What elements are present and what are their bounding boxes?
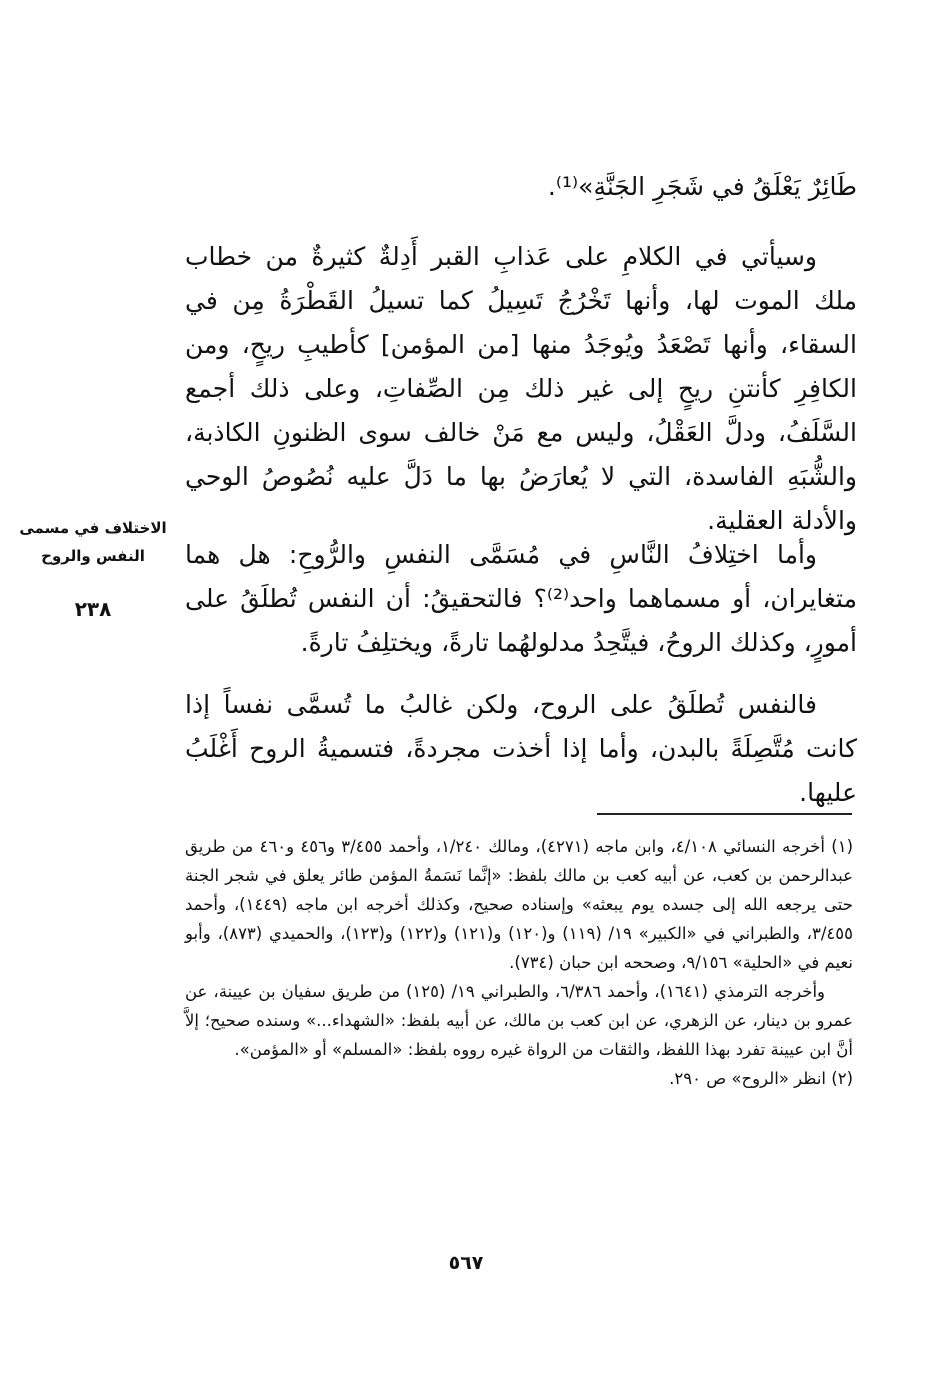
page-number: ٥٦٧ (448, 1252, 484, 1274)
footnote-1-continuation: وأخرجه الترمذي (١٦٤١)، وأحمد ٦/٣٨٦، والطبراني ١٩/ (١٢٥) من طريق سفيان بن عيينة، عن عمرو بن دينار، عن الزهري، عن ابن كعب بن مالك، عن أبيه بلفظ: «الشهداء...» وسنده صحيح؛ إلاَّ أنَّ ابن عيينة تفرد بهذا اللفظ، والثقات من الرواة غيره رووه بلفظ: «المسلم» أو «المؤمن». (185, 982, 853, 1059)
margin-heading-line-2: النفس والروح (41, 547, 145, 565)
footnote-separator (597, 813, 852, 815)
footnotes (185, 832, 853, 1093)
margin-heading-line-1: الاختلاف في مسمى (19, 519, 167, 537)
footnote-1: (١) أخرجه النسائي ٤/١٠٨، وابن ماجه (٤٢٧١)، ومالك ١/٢٤٠، وأحمد ٣/٤٥٥ و٤٥٦ و٤٦٠ من طريق عبدالرحمن بن كعب، عن أبيه كعب بن مالك بلفظ: «إنَّما نَسَمةُ المؤمن طائر يعلق في شجر الجنة حتى يرجعه الله إلى جسده يوم يبعثه» وإسناده صحيح، وكذلك أخرجه ابن ماجه (١٤٤٩)، وأحمد ٣/٤٥٥، والطبراني في «الكبير» ١٩/ (١١٩) و(١٢٠) و(١٢١) و(١٢٢) و(١٢٣)، والحميدي (٨٧٣)، وأبو نعيم في «الحلية» ٩/١٥٦، وصححه ابن حبان (٧٣٤). (185, 837, 854, 972)
margin-section-number: ٢٣٨ (74, 597, 112, 621)
opening-line: طَائِرٌ يَعْلَقُ في شَجَرِ الجَنَّةِ»⁽¹⁾. (547, 172, 857, 201)
paragraph-3: فالنفس تُطلَقُ على الروح، ولكن غالبُ ما تُسمَّى نفساً إذا كانت مُتَّصِلَةً بالبدن، وأما إذا أخذت مجردةً، فتسميةُ الروح أَغْلَبُ عليها. (185, 690, 857, 807)
margin-heading (18, 514, 168, 570)
paragraph-1: وسيأتي في الكلامِ على عَذابِ القبر أَدِلةٌ كثيرةٌ من خطاب ملك الموت لها، وأنها تَخْرُجُ تَسِيلُ كما تسيلُ القَطْرَةُ مِن في السقاء، وأنها تَصْعَدُ ويُوجَدُ منها [من المؤمن] كأطيبِ ريحٍ، ومن الكافِرِ كأنتنِ ريحٍ إلى غير ذلك مِن الصِّفاتِ، وعلى ذلك أجمع السَّلَفُ، ودلَّ العَقْلُ، وليس مع مَنْ خالف سوى الظنونِ الكاذبة، والشُّبَهِ الفاسدة، التي لا يُعارَضُ بها ما دَلَّ عليه نُصُوصُ الوحي والأدلة العقلية. (185, 242, 857, 535)
footnote-2: (٢) انظر «الروح» ص ٢٩٠. (669, 1069, 853, 1088)
paragraph-2: وأما اختِلافُ النَّاسِ في مُسَمَّى النفسِ والرُّوحِ: هل هما متغايران، أو مسماهما واحد⁽²⁾؟ فالتحقيقُ: أن النفس تُطلَقُ على أمورٍ، وكذلك الروحُ، فيتَّحِدُ مدلولهُما تارةً، ويختلِفُ تارةً. (185, 540, 857, 657)
